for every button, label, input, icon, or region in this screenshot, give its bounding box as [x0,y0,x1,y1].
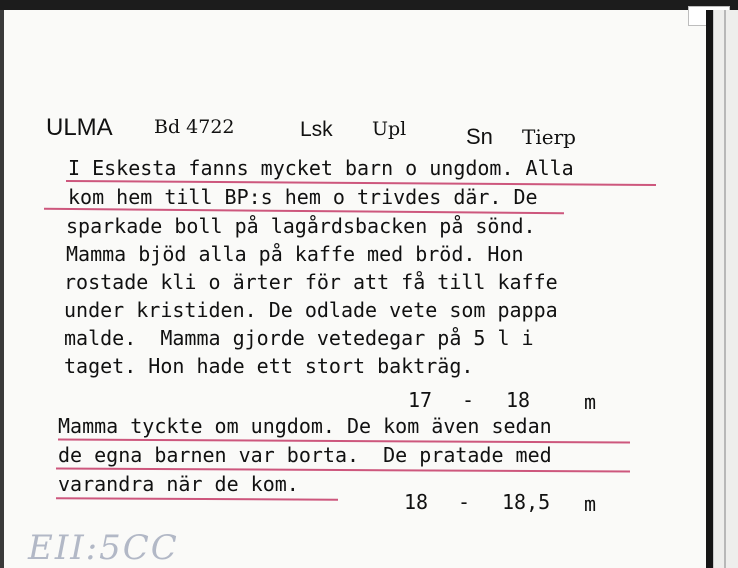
county-value: Upl [372,118,407,140]
entry1-line: rostade kli o ärter för att få till kaffe [64,270,558,294]
scan-top-border [0,0,738,10]
entry1-line: Mamma bjöd alla på kaffe med bröd. Hon [66,242,524,266]
entry1-line: sparkade boll på lagårdsbacken på sönd. [66,214,536,238]
county-label: Lsk [300,118,333,141]
entry2-age-from: 18 [404,490,429,514]
entry1-sex: m [584,390,597,414]
handwritten-archive-note: EII:5CC [28,528,179,568]
card-edge-shadow [706,10,713,568]
entry2-sex: m [584,492,597,516]
next-card-edge [713,10,738,568]
entry1-line: under kristiden. De odlade vete som pappa [64,298,558,322]
entry1-age-to: 18 [506,388,531,412]
entry2-age-to: 18,5 [502,490,551,514]
entry1-age-from: 17 [408,388,433,412]
archive-code: ULMA [46,114,113,141]
entry1-line: kom hem till BP:s hem o trivdes där. De [68,185,538,209]
entry2-age-dash: - [458,490,471,514]
next-card-line [724,10,726,568]
entry2-line: de egna barnen var borta. De pratade med [58,443,552,467]
parish-label: Sn [466,124,493,149]
entry1-line: I Eskesta fanns mycket barn o ungdom. Alla [68,156,574,180]
entry1-age-dash: - [462,388,475,412]
entry2-line: Mamma tyckte om ungdom. De kom även sedan [58,414,552,438]
volume-number: Bd 4722 [154,116,235,138]
entry1-line: malde. Mamma gjorde vetedegar på 5 l i [64,326,534,350]
entry2-line: varandra när de kom. [58,472,299,496]
entry1-line: taget. Hon hade ett stort bakträg. [64,354,474,378]
parish-value: Tierp [522,125,576,149]
